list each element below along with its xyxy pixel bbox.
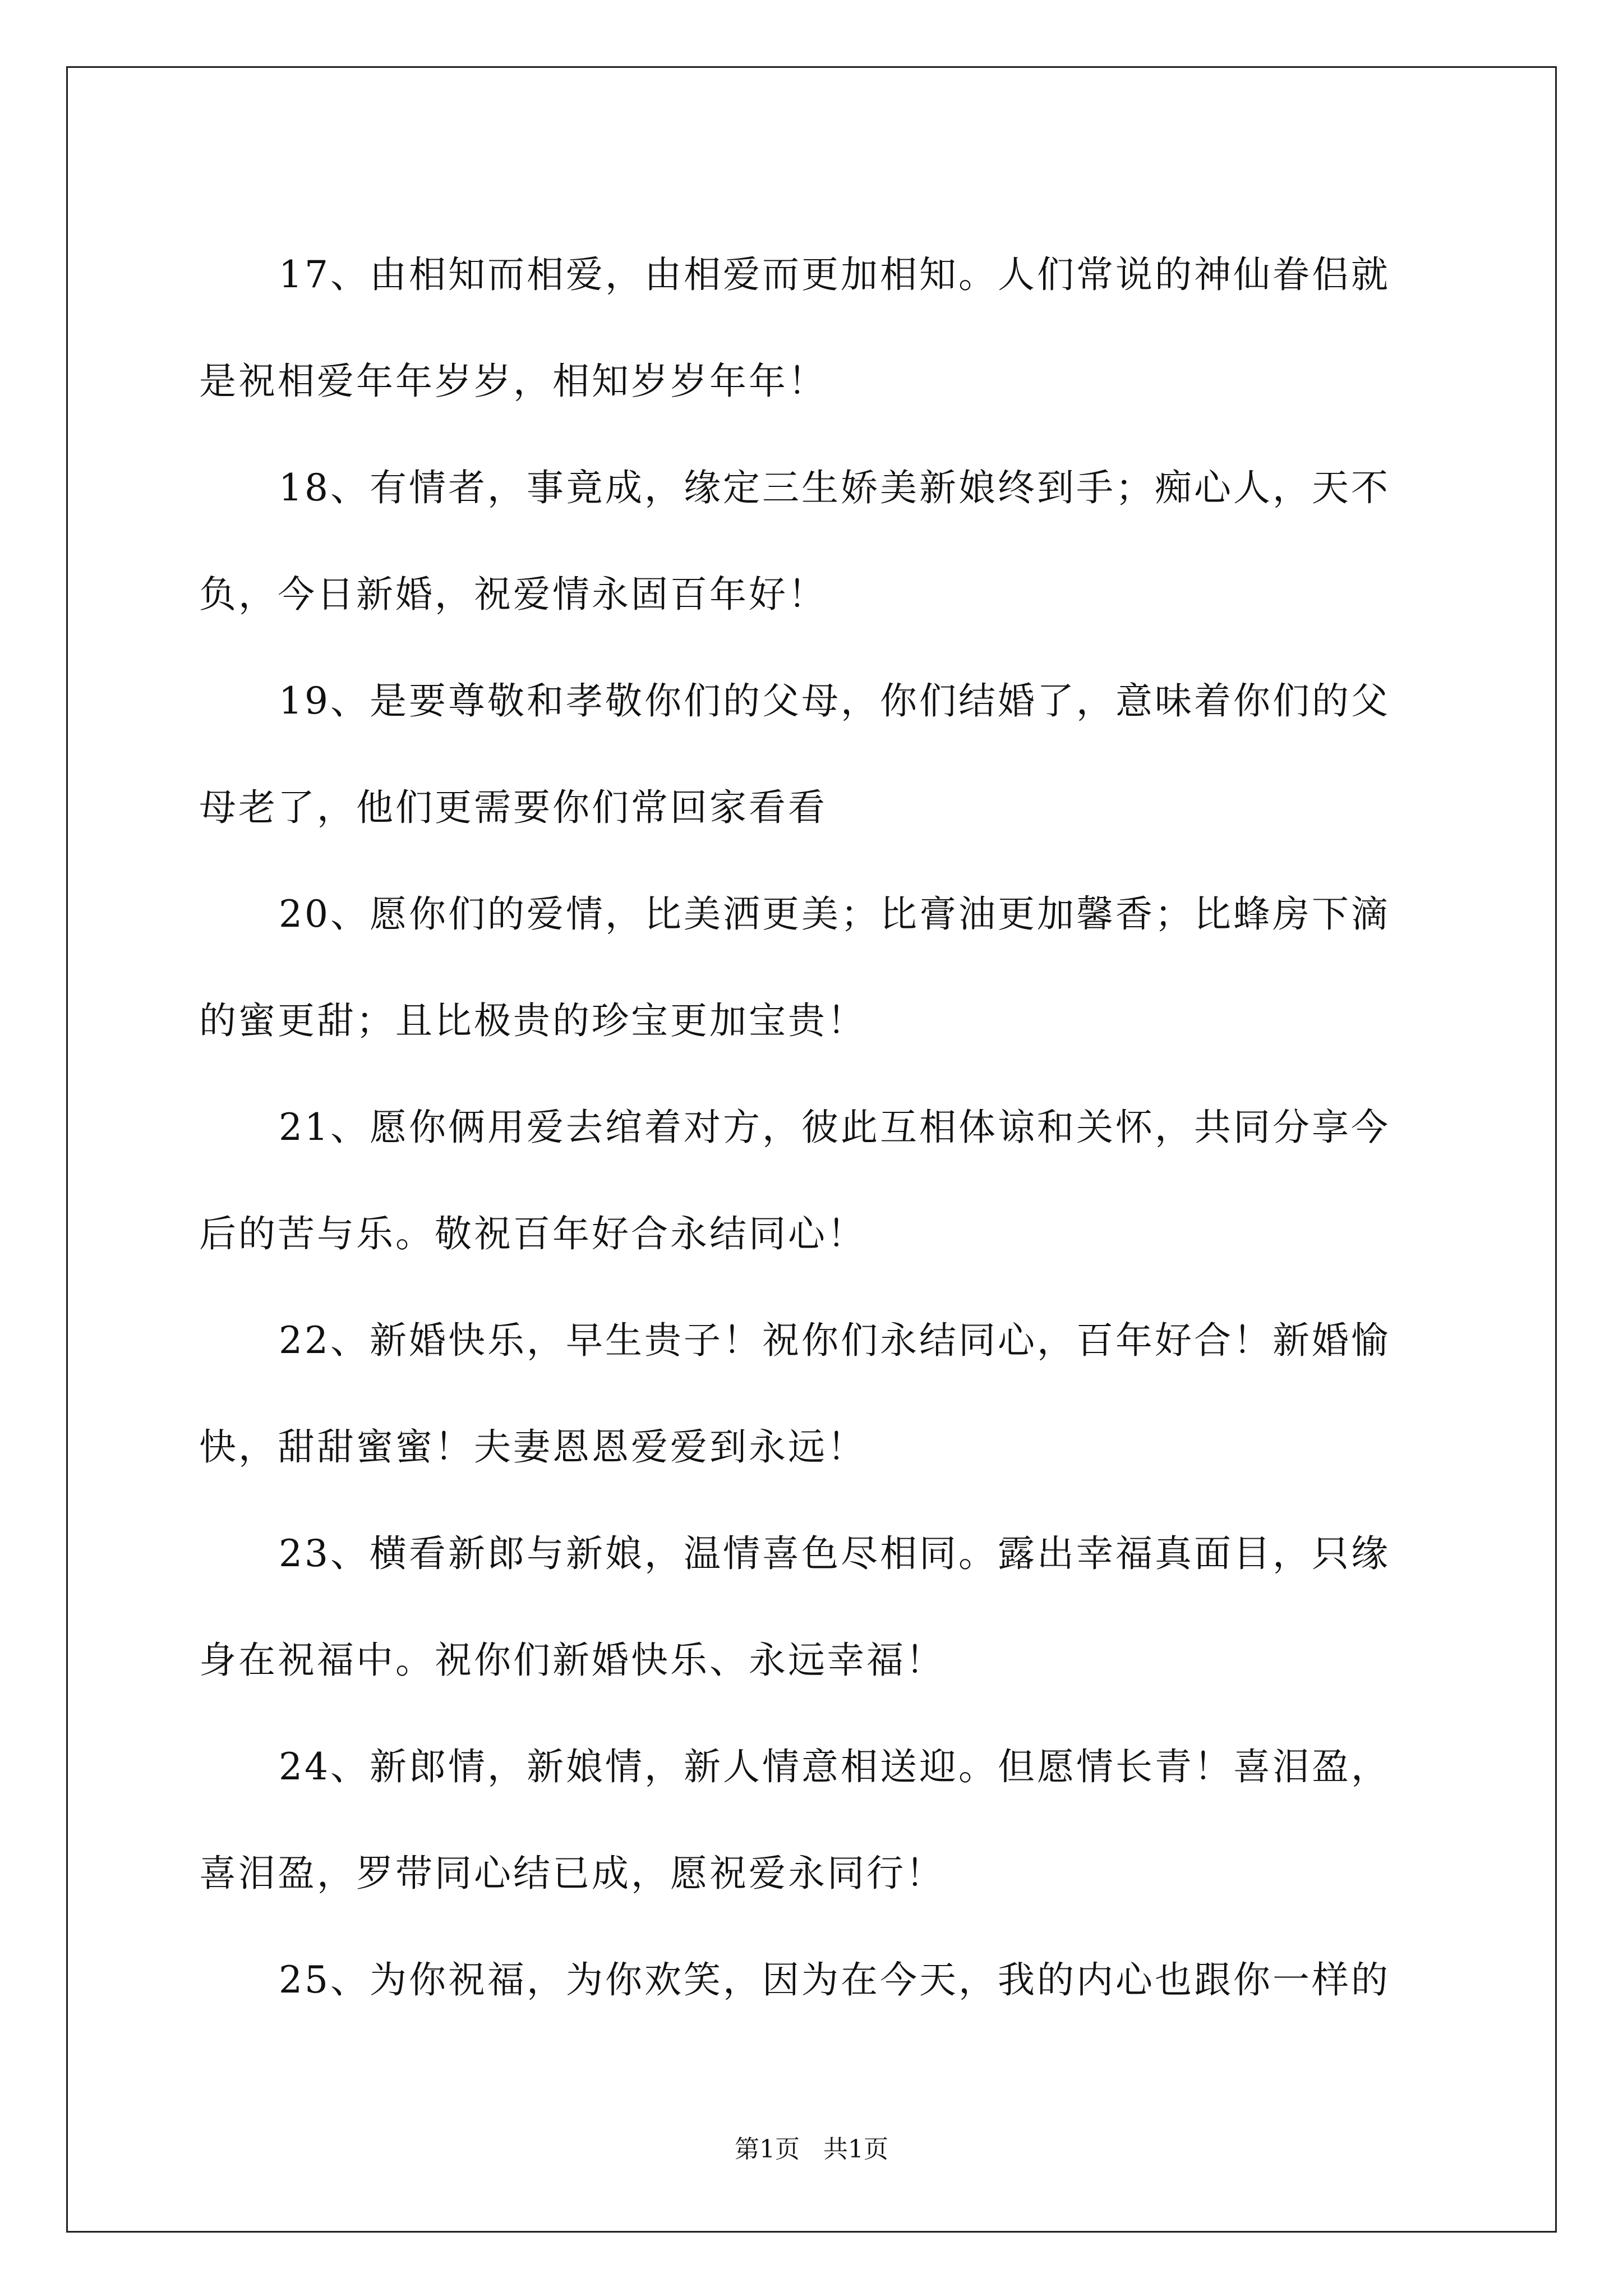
paragraph-23: 23、横看新郎与新娘，温情喜色尽相同。露出幸福真面目，只缘身在祝福中。祝你们新婚快乐、永远幸福！	[199, 1532, 1390, 1682]
document-body	[199, 222, 1427, 2033]
paragraph-24: 24、新郎情，新娘情，新人情意相送迎。但愿情长青！喜泪盈，喜泪盈，罗带同心结已成，愿祝爱永同行！	[199, 1745, 1390, 1895]
page-footer	[0, 2129, 1623, 2165]
paragraph-20: 20、愿你们的爱情，比美洒更美；比膏油更加馨香；比蜂房下滴的蜜更甜；且比极贵的珍宝更加宝贵！	[199, 892, 1390, 1042]
paragraph-25: 25、为你祝福，为你欢笑，因为在今天，我的内心也跟你一样的	[279, 1958, 1390, 2001]
paragraph-18: 18、有情者，事竟成，缘定三生娇美新娘终到手；痴心人，天不负，今日新婚，祝爱情永固百年好！	[199, 466, 1390, 616]
paragraph-17: 17、由相知而相爱，由相爱而更加相知。人们常说的神仙眷侣就是祝相爱年年岁岁，相知岁岁年年！	[199, 253, 1390, 403]
paragraph-19: 19、是要尊敬和孝敬你们的父母，你们结婚了，意味着你们的父母老了，他们更需要你们常回家看看	[199, 679, 1390, 829]
paragraph-21: 21、愿你俩用爱去绾着对方，彼此互相体谅和关怀，共同分享今后的苦与乐。敬祝百年好合永结同心！	[199, 1106, 1390, 1255]
paragraph-22: 22、新婚快乐，早生贵子！祝你们永结同心，百年好合！新婚愉快，甜甜蜜蜜！夫妻恩恩爱爱到永远！	[199, 1319, 1390, 1469]
page-number: 第1页 共1页	[735, 2135, 888, 2164]
